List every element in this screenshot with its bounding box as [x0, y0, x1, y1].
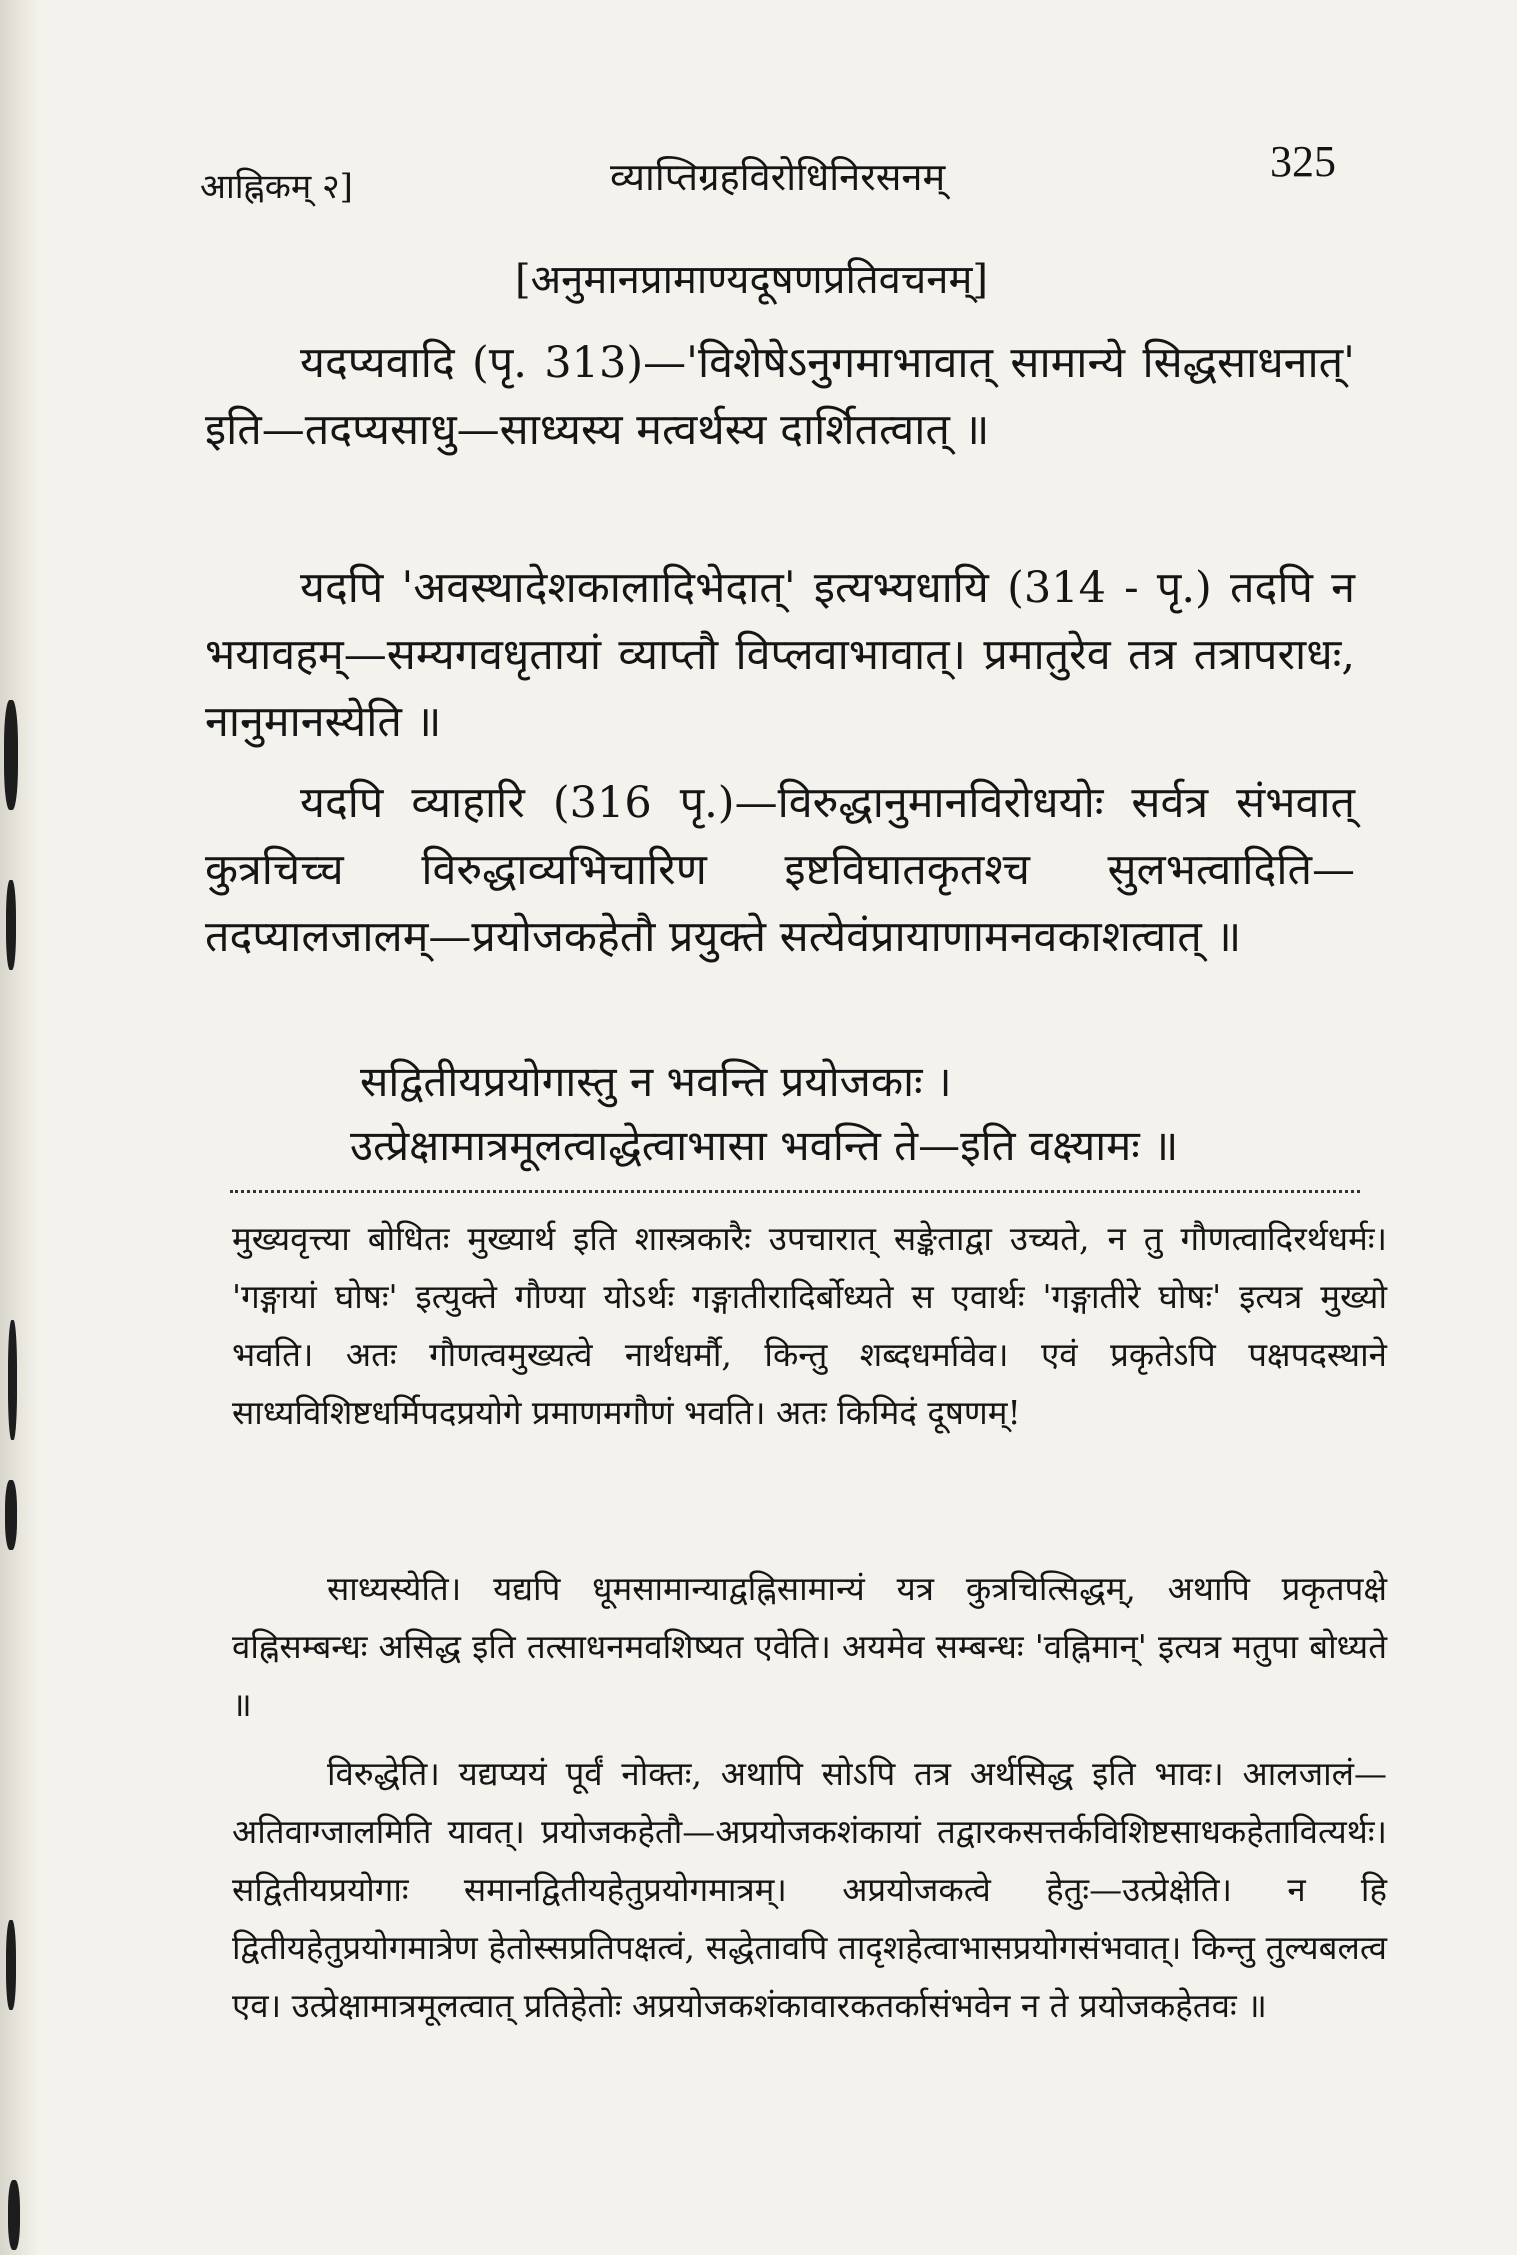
scan-blot [5, 1480, 17, 1550]
paragraph-text: यदप्यवादि (पृ. 313)—'विशेषेऽनुगमाभावात् सामान्ये सिद्धसाधनात्' इति—तदप्यसाधु—साध्यस्य मत्वर्थस्य दार्शितत्वात् ॥ [205, 338, 1355, 455]
scan-blot [6, 1920, 16, 2010]
paragraph-text: यदपि 'अवस्थादेशकालादिभेदात्' इत्यभ्यधायि (314 - पृ.) तदपि न भयावहम्—सम्यगवधृतायां व्याप्तौ विप्लवाभावात्। प्रमातुरेव तत्र तत्रापराधः, नानुमानस्येति ॥ [205, 563, 1355, 747]
verse-line: उत्प्रेक्षामात्रमूलत्वाद्धेत्वाभासा भवन्ति ते—इति वक्ष्यामः ॥ [350, 1121, 1179, 1170]
scan-blot [6, 880, 16, 970]
running-title: व्याप्तिग्रहविरोधिनिरसनम् [610, 155, 946, 199]
verse-line: सद्वितीयप्रयोगास्तु न भवन्ति प्रयोजकाः । [360, 1057, 952, 1106]
scan-blot [4, 700, 18, 810]
main-paragraph-2 [205, 555, 1355, 756]
footnote-3 [232, 1745, 1387, 2035]
footnote-1 [232, 1210, 1387, 1442]
scan-shadow [0, 0, 40, 2255]
footnote-2 [232, 1560, 1387, 1734]
main-paragraph-3 [205, 770, 1355, 971]
section-heading: [अनुमानप्रामाण्यदूषणप्रतिवचनम्] [515, 257, 989, 303]
footnote-text: विरुद्धेति। यद्यप्ययं पूर्वं नोक्तः, अथापि सोऽपि तत्र अर्थसिद्ध इति भावः। आलजालं—अतिवाग्जालमिति यावत्। प्रयोजकहेतौ—अप्रयोजकशंकायां तद्वारकसत्तर्कविशिष्टसाधकहेतावित्यर्थः। सद्वितीयप्रयोगाः समानद्वितीयहेतुप्रयोगमात्रम्। अप्रयोजकत्वे हेतुः—उत्प्रेक्षेति। न हि द्वितीयहेतुप्रयोगमात्रेण हेतोस्सप्रतिपक्षत्वं, सद्धेतावपि तादृशहेत्वाभासप्रयोगसंभवात्। किन्तु तुल्यबलत्व एव। उत्प्रेक्षामात्रमूलत्वात् प्रतिहेतोः अप्रयोजकशंकावारकतर्कासंभवेन न ते प्रयोजकहेतवः ॥ [232, 1754, 1387, 2025]
footnote-divider [230, 1190, 1360, 1193]
main-paragraph-1 [205, 330, 1355, 464]
paragraph-text: यदपि व्याहारि (316 पृ.)—विरुद्धानुमानविरोधयोः सर्वत्र संभवात् कुत्रचिच्च विरुद्धाव्यभिचारिण इष्टविघातकृतश्च सुलभत्वादिति—तदप्यालजालम्—प्रयोजकहेतौ प्रयुक्ते सत्येवंप्रायाणामनवकाशत्वात् ॥ [205, 778, 1355, 962]
page-number: 325 [1270, 137, 1336, 186]
scan-blot [8, 2180, 20, 2250]
chapter-marker: आह्निकम् २] [200, 167, 353, 207]
footnote-text: मुख्यवृत्त्या बोधितः मुख्यार्थ इति शास्त्रकारैः उपचारात् सङ्केताद्वा उच्यते, न तु गौणत्वादिरर्थधर्मः। 'गङ्गायां घोषः' इत्युक्ते गौण्या योऽर्थः गङ्गातीरादिर्बोध्यते स एवार्थः 'गङ्गातीरे घोषः' इत्यत्र मुख्यो भवति। अतः गौणत्वमुख्यत्वे नार्थधर्मौ, किन्तु शब्दधर्मावेव। एवं प्रकृतेऽपि पक्षपदस्थाने साध्यविशिष्टधर्मिपदप्रयोगे प्रमाणमगौणं भवति। अतः किमिदं दूषणम्! [232, 1219, 1387, 1432]
verse-block [350, 1050, 1360, 1178]
scan-blot [8, 1320, 17, 1440]
footnote-text: साध्यस्येति। यद्यपि धूमसामान्याद्वह्निसामान्यं यत्र कुत्रचित्सिद्धम्, अथापि प्रकृतपक्षे वह्निसम्बन्धः असिद्ध इति तत्साधनमवशिष्यत एवेति। अयमेव सम्बन्धः 'वह्निमान्' इत्यत्र मतुपा बोध्यते ॥ [232, 1569, 1387, 1724]
